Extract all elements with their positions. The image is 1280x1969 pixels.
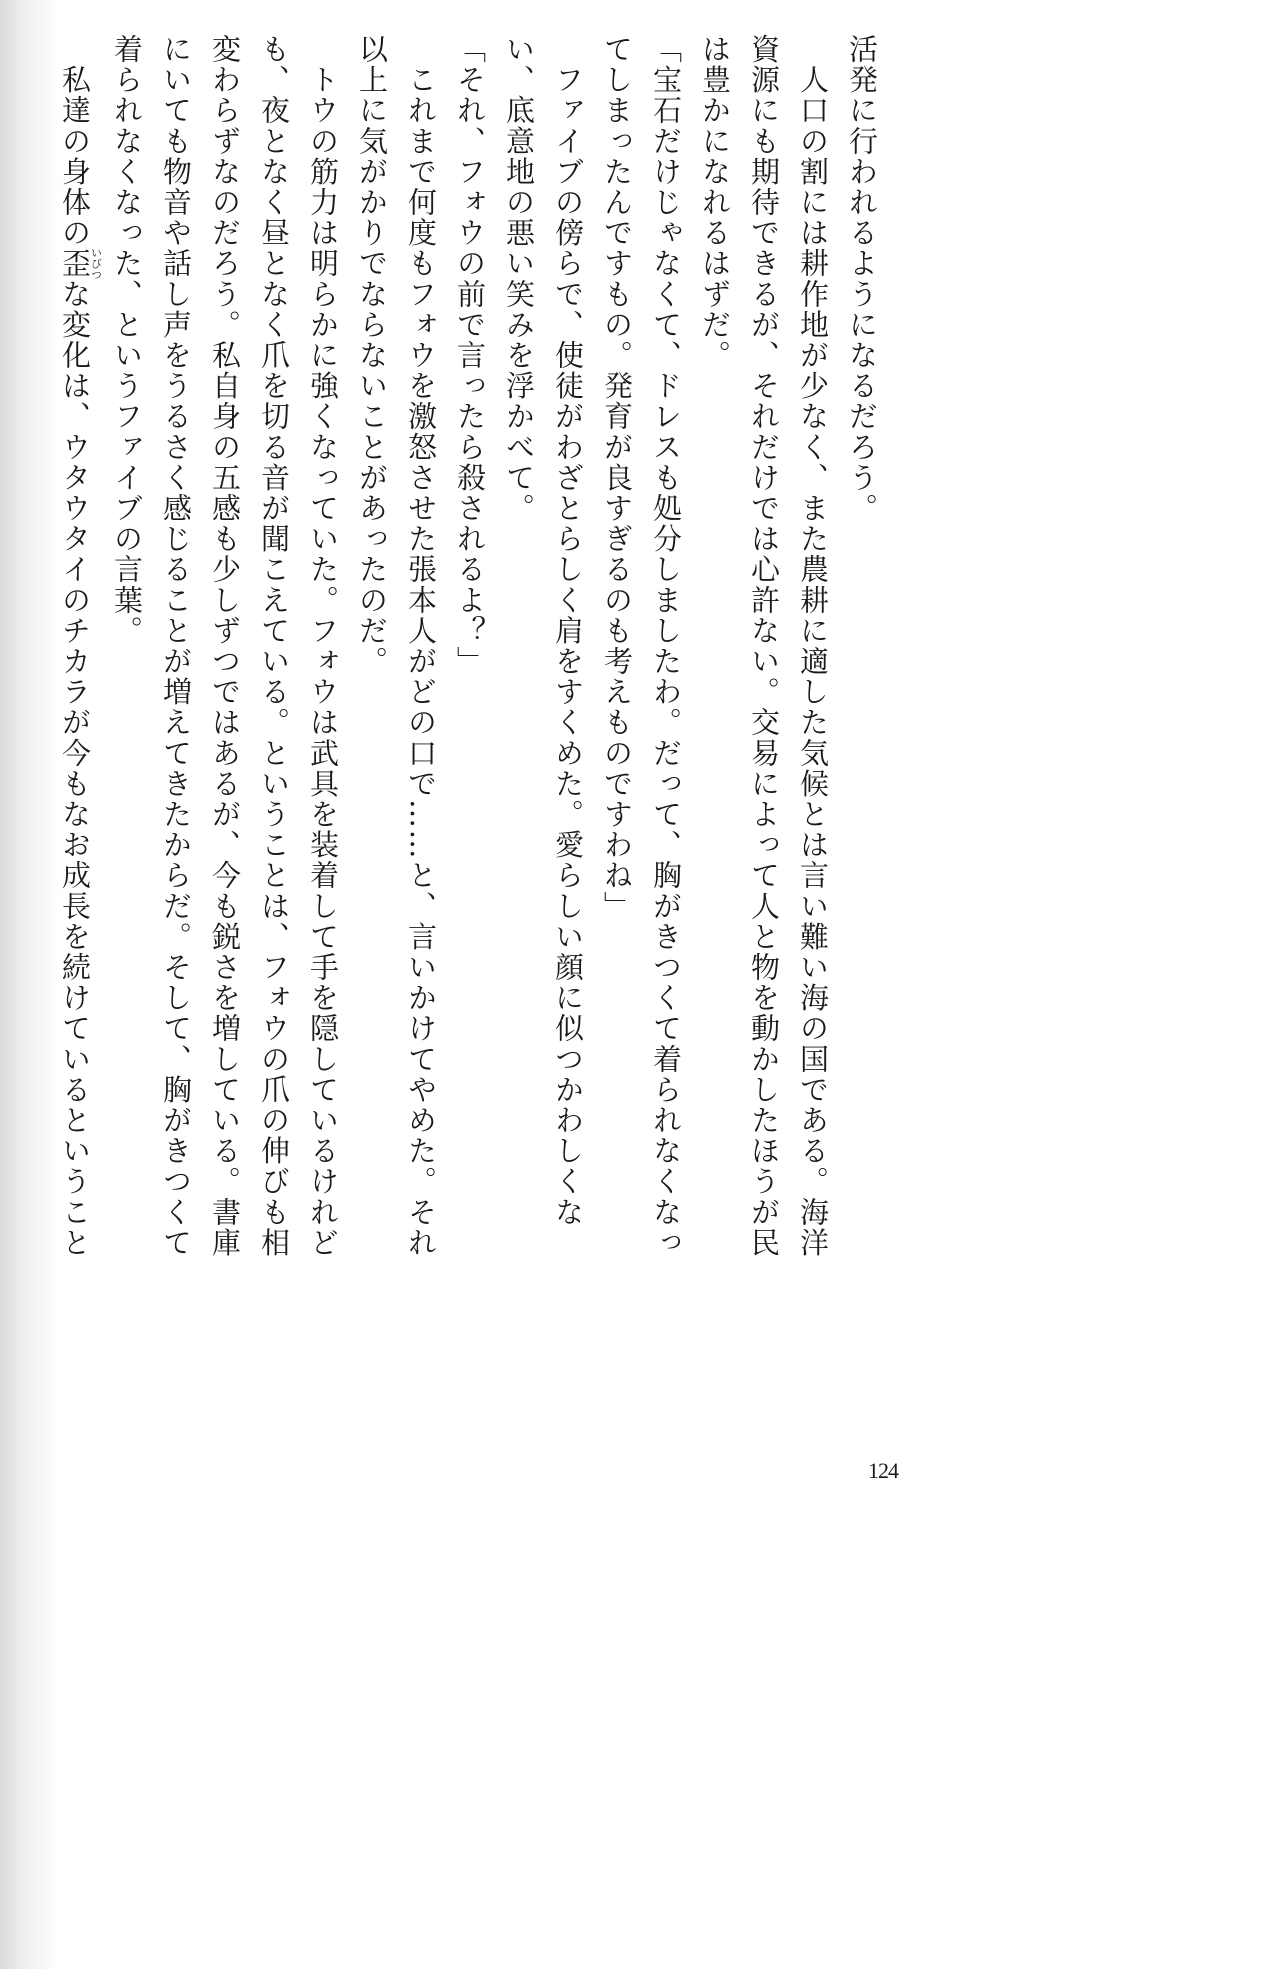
text-line: 変わらずなのだろう。私自身の五感も少しずつではあるが、今も鋭さを増している。書庫	[208, 34, 242, 1258]
text-line: 活発に行われるようになるだろう。	[845, 34, 879, 524]
text-line: い、底意地の悪い笑みを浮かべて。	[502, 34, 536, 524]
ruby-annotation	[58, 247, 103, 281]
text-line: 「宝石だけじゃなくて、ドレスも処分しましたわ。だって、胸がきつくて着られなくなっ	[649, 34, 683, 1258]
text-line: これまで何度もフォウを激怒させた張本人がどの口で……と、言いかけてやめた。それ	[404, 34, 438, 1258]
text-line: 「それ、フォウの前で言ったら殺されるよ？」	[453, 34, 487, 677]
text-line: にいても物音や話し声をうるさく感じることが増えてきたからだ。そして、胸がきつくて	[159, 34, 193, 1258]
text-segment: な変化は、ウタウタイのチカラが今もなお成長を続けているということ	[58, 278, 92, 1259]
text-line: は豊かになれるはずだ。	[698, 34, 732, 371]
text-segment: 私達の身体の	[58, 34, 92, 249]
text-line: 資源にも期待できるが、それだけでは心許ない。交易によって人と物を動かしたほうが民	[747, 34, 781, 1258]
ruby-reading: いびつ	[89, 247, 103, 281]
text-line: 着られなくなった、というファイブの言葉。	[110, 34, 144, 646]
page-number: 124	[868, 1458, 898, 1483]
text-line-last	[50, 34, 102, 1274]
text-line: てしまったんですもの。発育が良すぎるのも考えものですわね」	[600, 34, 634, 922]
body-text	[52, 34, 886, 1274]
text-line: ファイブの傍らで、使徒がわざとらしく肩をすくめた。愛らしい顔に似つかわしくな	[551, 34, 585, 1228]
text-line: 以上に気がかりでならないことがあったのだ。	[355, 34, 389, 677]
text-line: 人口の割には耕作地が少なく、また農耕に適した気候とは言い難い海の国である。海洋	[796, 34, 830, 1258]
text-line: トウの筋力は明らかに強くなっていた。フォウは武具を装着して手を隠しているけれど	[306, 34, 340, 1258]
ruby-base: 歪	[58, 247, 92, 280]
text-line: も、夜となく昼となく爪を切る音が聞こえている。ということは、フォウの爪の伸びも相	[257, 34, 291, 1258]
